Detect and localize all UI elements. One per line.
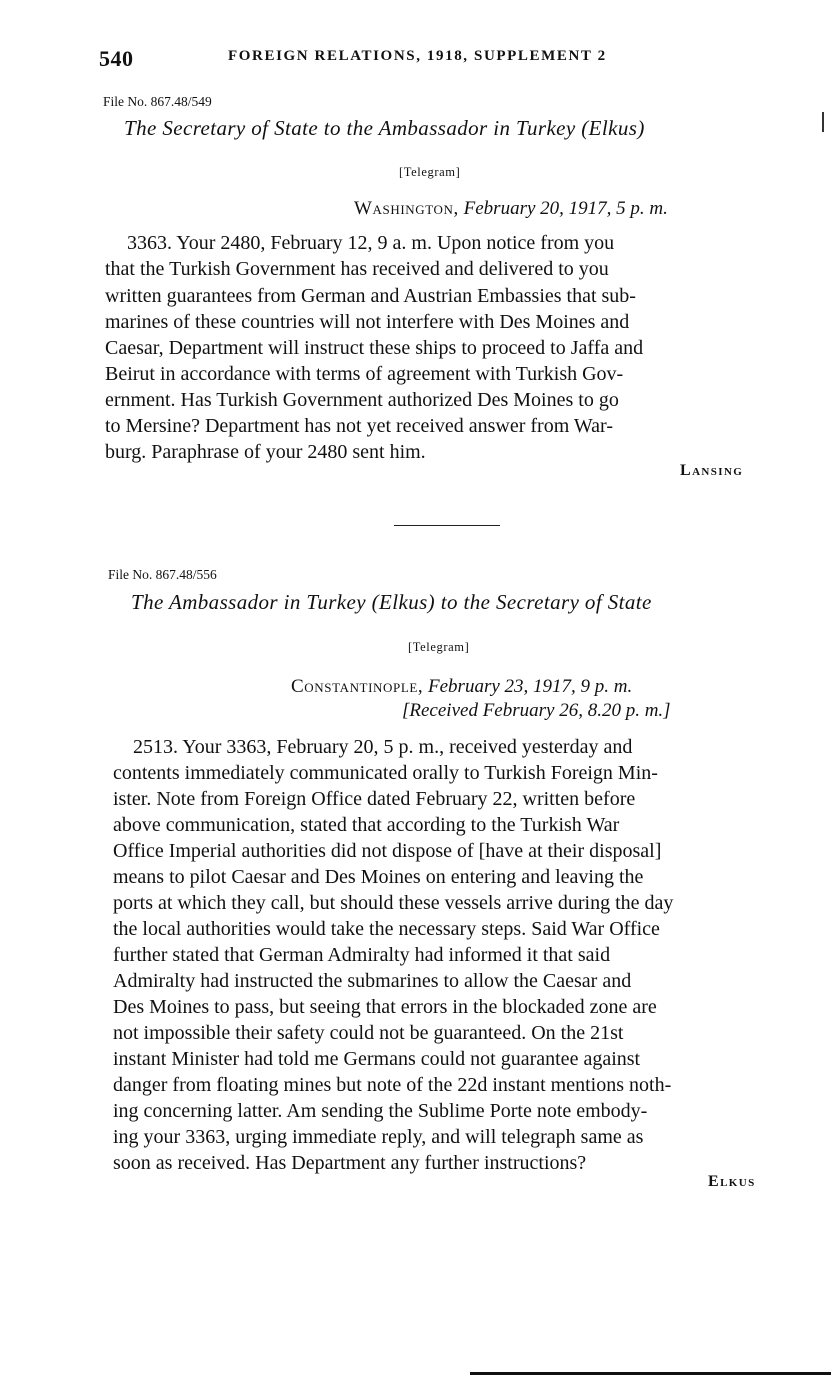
file-number-1: File No. 867.48/549: [103, 94, 212, 109]
doc2-line: above communication, stated that according to the Turkish War: [113, 814, 620, 836]
doc2-line: danger from floating mines but note of the 22d instant mentions noth-: [113, 1074, 672, 1096]
doc2-line: Office Imperial authorities did not dispose of [have at their disposal]: [113, 840, 662, 862]
doc2-line: not impossible their safety could not be guaranteed. On the 21st: [113, 1022, 624, 1044]
doc2-line: ing concerning latter. Am sending the Sublime Porte note embody-: [113, 1100, 648, 1122]
margin-mark: [822, 112, 824, 132]
doc1-line: marines of these countries will not interfere with Des Moines and: [105, 311, 630, 333]
doc1-signature: Lansing: [680, 462, 744, 479]
doc1-line: ernment. Has Turkish Government authorized Des Moines to go: [105, 389, 619, 411]
file-number-2: File No. 867.48/556: [108, 567, 217, 582]
doc2-line: 2513. Your 3363, February 20, 5 p. m., received yesterday and: [133, 736, 633, 758]
doc1-telegram-label: [Telegram]: [399, 165, 461, 179]
doc1-place: Washington,: [354, 198, 459, 219]
doc2-line: the local authorities would take the necessary steps. Said War Office: [113, 918, 660, 940]
doc1-line: that the Turkish Government has received and delivered to you: [105, 258, 609, 280]
doc1-line: Beirut in accordance with terms of agreement with Turkish Gov-: [105, 363, 624, 385]
doc2-signature: Elkus: [708, 1173, 756, 1190]
doc2-line: instant Minister had told me Germans could not guarantee against: [113, 1048, 641, 1070]
doc2-line: means to pilot Caesar and Des Moines on entering and leaving the: [113, 866, 644, 888]
doc2-date: February 23, 1917, 9 p. m.: [428, 676, 633, 697]
doc2-line: further stated that German Admiralty had informed it that said: [113, 944, 611, 966]
doc2-line: soon as received. Has Department any further instructions?: [113, 1152, 587, 1174]
doc1-line: to Mersine? Department has not yet received answer from War-: [105, 415, 613, 437]
page-number: 540: [99, 46, 134, 71]
doc1-line: written guarantees from German and Austrian Embassies that sub-: [105, 285, 636, 307]
doc1-line: burg. Paraphrase of your 2480 sent him.: [105, 441, 426, 463]
doc1-line: Caesar, Department will instruct these ships to proceed to Jaffa and: [105, 337, 644, 359]
doc2-place: Constantinople,: [291, 676, 424, 697]
doc2-line: contents immediately communicated orally to Turkish Foreign Min-: [113, 762, 658, 784]
doc2-line: Des Moines to pass, but seeing that errors in the blockaded zone are: [113, 996, 657, 1018]
doc1-line: 3363. Your 2480, February 12, 9 a. m. Upon notice from you: [127, 232, 615, 254]
doc1-heading: The Secretary of State to the Ambassador in Turkey (Elkus): [124, 116, 645, 140]
doc2-telegram-label: [Telegram]: [408, 640, 470, 654]
doc2-received-text: [Received February 26, 8.20 p. m.]: [402, 700, 671, 721]
doc2-line: Admiralty had instructed the submarines to allow the Caesar and: [113, 970, 632, 992]
bottom-edge-line: [470, 1372, 831, 1375]
doc2-line: ing your 3363, urging immediate reply, and will telegraph same as: [113, 1126, 644, 1148]
doc2-received: [402, 700, 671, 722]
running-head: FOREIGN RELATIONS, 1918, SUPPLEMENT 2: [228, 48, 607, 64]
section-divider: [394, 525, 500, 526]
doc2-dateline: [291, 676, 632, 698]
doc2-line: ports at which they call, but should these vessels arrive during the day: [113, 892, 674, 914]
doc1-dateline: [354, 198, 668, 220]
doc2-line: ister. Note from Foreign Office dated February 22, written before: [113, 788, 636, 810]
doc1-date: February 20, 1917, 5 p. m.: [463, 198, 668, 219]
doc2-heading: The Ambassador in Turkey (Elkus) to the Secretary of State: [131, 590, 652, 614]
